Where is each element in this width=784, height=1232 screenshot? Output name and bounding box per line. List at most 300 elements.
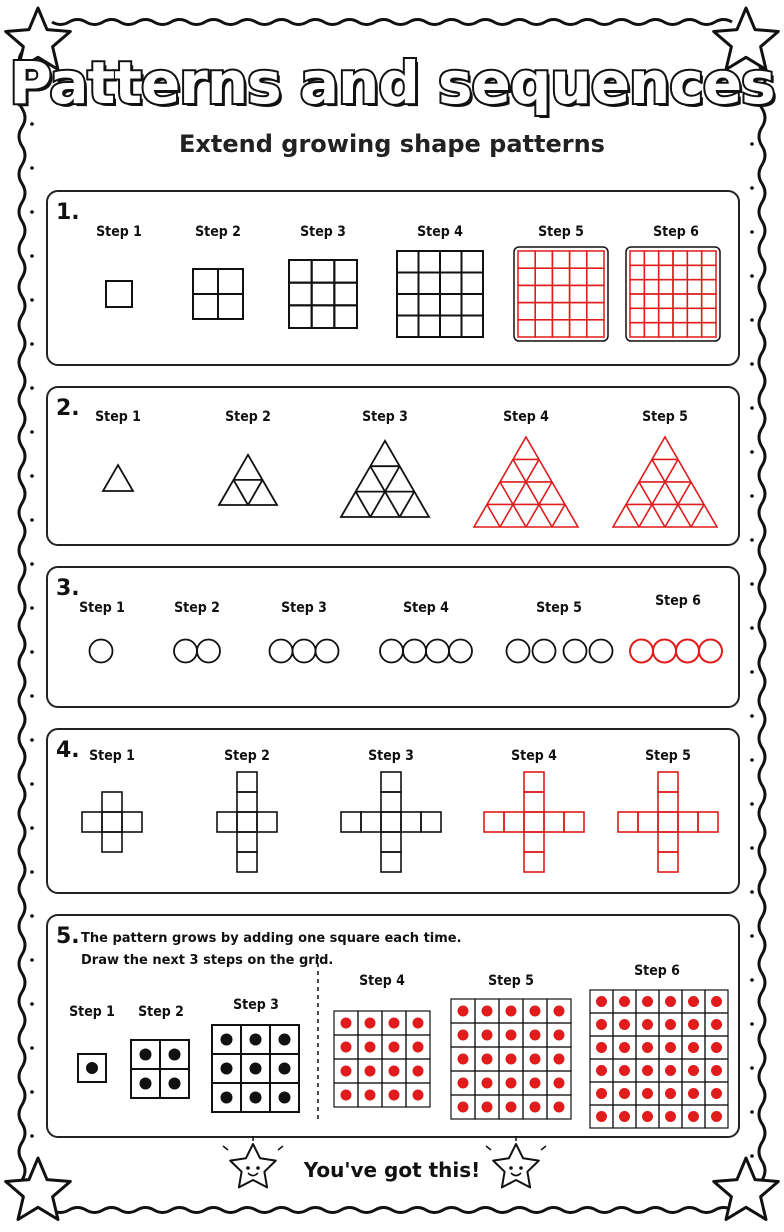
grid-cell [289, 283, 312, 306]
star-shape [230, 1144, 276, 1187]
dot [711, 1111, 722, 1122]
dot [554, 1054, 565, 1065]
dot [506, 1102, 517, 1113]
grid-cell [702, 323, 716, 337]
circle [90, 640, 113, 663]
dot [554, 1078, 565, 1089]
dot-grid-step-4 [334, 1011, 430, 1107]
dot [250, 1092, 262, 1104]
dot [688, 1019, 699, 1030]
step-label: Step 1 [95, 409, 141, 425]
dot-grid-step-3 [212, 1025, 299, 1112]
dot [482, 1078, 493, 1089]
dot [506, 1006, 517, 1017]
step-label: Step 4 [359, 973, 405, 989]
grid-cell [440, 316, 462, 338]
dot [596, 1111, 607, 1122]
step-label: Step 2 [195, 224, 241, 240]
grid-cell [552, 303, 569, 320]
grid-cell [106, 281, 132, 307]
dot [665, 1111, 676, 1122]
grid-cell [440, 251, 462, 273]
grid-frame [514, 247, 608, 341]
dot [389, 1066, 400, 1077]
dot [530, 1030, 541, 1041]
step-label: Step 6 [655, 593, 701, 609]
grid-cell [218, 294, 243, 319]
step-label: Step 5 [538, 224, 584, 240]
cross-step-5 [618, 772, 718, 872]
grid-cell [687, 308, 701, 322]
smiling-star-icon [223, 1136, 283, 1187]
grid-cell [289, 305, 312, 328]
dot [221, 1063, 233, 1075]
problem-number: 2. [56, 396, 80, 421]
dot [530, 1006, 541, 1017]
dot [554, 1030, 565, 1041]
grid-cell [644, 308, 658, 322]
triangle-grid-step-4 [474, 437, 578, 527]
star-shape [493, 1144, 539, 1187]
dot-grid-step-2 [131, 1040, 189, 1098]
cross-cell [237, 832, 257, 852]
grid-cell [440, 294, 462, 316]
star-eye [256, 1166, 260, 1170]
dot [530, 1078, 541, 1089]
grid-cell [535, 303, 552, 320]
step-label: Step 5 [645, 748, 691, 764]
circle [293, 640, 316, 663]
dot [530, 1054, 541, 1065]
grid-cell [630, 323, 644, 337]
circle [564, 640, 587, 663]
triangle-outline [103, 465, 133, 491]
dot [665, 1088, 676, 1099]
dot [642, 1088, 653, 1099]
dot [250, 1034, 262, 1046]
dot-grid-step-6 [590, 990, 728, 1128]
dot [341, 1042, 352, 1053]
cross-step-4 [484, 772, 584, 872]
dot [530, 1102, 541, 1113]
triangle-line [626, 504, 639, 527]
dot [341, 1066, 352, 1077]
cross-cell [257, 812, 277, 832]
cross-cell [401, 812, 421, 832]
dot [250, 1063, 262, 1075]
dot [279, 1063, 291, 1075]
dot [458, 1030, 469, 1041]
grid-cell [419, 251, 441, 273]
grid-cell [518, 285, 535, 302]
grid-cell [334, 305, 357, 328]
grid-cell [334, 260, 357, 283]
circle [316, 640, 339, 663]
dot [221, 1092, 233, 1104]
dot [365, 1018, 376, 1029]
dot [688, 996, 699, 1007]
step-label: Step 4 [511, 748, 557, 764]
square-grid-step-2 [193, 269, 243, 319]
grid-cell [644, 251, 658, 265]
cross-cell [82, 812, 102, 832]
grid-cell [630, 265, 644, 279]
grid-cell [462, 294, 484, 316]
grid-cell [687, 323, 701, 337]
page-subtitle: Extend growing shape patterns [179, 130, 605, 158]
grid-cell [673, 251, 687, 265]
dot [665, 1019, 676, 1030]
dot-grid-group [78, 955, 728, 1128]
grid-cell [397, 316, 419, 338]
sparkle [278, 1146, 283, 1150]
cross-cell [658, 852, 678, 872]
square-grid-step-1 [106, 281, 132, 307]
grid-cell [419, 273, 441, 295]
dot [596, 996, 607, 1007]
grid-cell [702, 308, 716, 322]
step-label: Step 4 [503, 409, 549, 425]
step-label: Step 3 [362, 409, 408, 425]
square-grid-step-5 [514, 247, 608, 341]
circles-step-3 [270, 640, 339, 663]
grid-cell [193, 294, 218, 319]
step-label: Step 1 [79, 600, 125, 616]
triangle-grid-step-5 [613, 437, 717, 527]
cross-cell [102, 832, 122, 852]
circle [590, 640, 613, 663]
grid-cell [630, 280, 644, 294]
dot [413, 1066, 424, 1077]
grid-cell [659, 323, 673, 337]
dot [688, 1065, 699, 1076]
cross-cell [102, 792, 122, 812]
grid-cell [702, 280, 716, 294]
triangle-line [248, 480, 263, 505]
sparkle [486, 1146, 491, 1150]
problem-number: 3. [56, 576, 80, 601]
grid-cell [535, 285, 552, 302]
instruction-line: Draw the next 3 steps on the grid. [81, 953, 334, 968]
dot [619, 1065, 630, 1076]
cross-cell [381, 812, 401, 832]
grid-cell [440, 273, 462, 295]
cross-cell [102, 812, 122, 832]
grid-cell [659, 308, 673, 322]
cross-cell [237, 812, 257, 832]
cross-step-1 [82, 792, 142, 852]
cross-cell [658, 792, 678, 812]
dot [688, 1042, 699, 1053]
grid-cell [587, 303, 604, 320]
triangle-outline [341, 441, 429, 517]
dot [665, 996, 676, 1007]
grid-cell [673, 323, 687, 337]
grid-cell [397, 273, 419, 295]
dot [169, 1049, 181, 1061]
circle [653, 640, 676, 663]
dot [554, 1102, 565, 1113]
cross-cell [524, 812, 544, 832]
dot [482, 1102, 493, 1113]
cross-cell [544, 812, 564, 832]
triangle-grid-step-3 [341, 441, 429, 517]
dot [279, 1034, 291, 1046]
dot [482, 1054, 493, 1065]
grid-cell [518, 303, 535, 320]
step-label: Step 1 [89, 748, 135, 764]
grid-cell [570, 251, 587, 268]
dot [596, 1065, 607, 1076]
grid-cell [552, 251, 569, 268]
dot [642, 1019, 653, 1030]
square-grid-step-6 [626, 247, 720, 341]
dot [458, 1102, 469, 1113]
dot [389, 1042, 400, 1053]
grid-cell [419, 316, 441, 338]
grid-cell [587, 320, 604, 337]
grid-cell [570, 268, 587, 285]
dot [506, 1030, 517, 1041]
circle [270, 640, 293, 663]
grid-cell [673, 308, 687, 322]
cross-cell [658, 812, 678, 832]
triangle-grid-step-1 [103, 465, 133, 491]
circles-step-2 [174, 640, 220, 663]
dot [365, 1042, 376, 1053]
step-label: Step 3 [233, 997, 279, 1013]
grid-cell [659, 280, 673, 294]
grid-cell [397, 294, 419, 316]
dot [458, 1078, 469, 1089]
grid-cell [630, 251, 644, 265]
cross-cell [341, 812, 361, 832]
grid-cell [687, 251, 701, 265]
grid-cell [570, 285, 587, 302]
grid-cell [334, 283, 357, 306]
step-label: Step 2 [225, 409, 271, 425]
dot [413, 1042, 424, 1053]
dot [413, 1090, 424, 1101]
dot [642, 1065, 653, 1076]
step-label: Step 1 [69, 1004, 115, 1020]
grid-cell [570, 320, 587, 337]
circle [507, 640, 530, 663]
grid-cell [673, 265, 687, 279]
grid-cell [535, 268, 552, 285]
dot [665, 1065, 676, 1076]
dot [711, 1019, 722, 1030]
grid-cell [630, 294, 644, 308]
grid-cell [289, 260, 312, 283]
triangle-line [356, 492, 371, 517]
grid-cell [702, 294, 716, 308]
step-label: Step 3 [300, 224, 346, 240]
dot [642, 1111, 653, 1122]
circle [380, 640, 403, 663]
dot [169, 1078, 181, 1090]
footer-message: You've got this! [303, 1158, 481, 1182]
grid-cell [687, 265, 701, 279]
dot [389, 1090, 400, 1101]
grid-cell [535, 320, 552, 337]
smiling-star-icon [486, 1136, 546, 1187]
dot [458, 1054, 469, 1065]
dot [619, 1019, 630, 1030]
grid-cell [193, 269, 218, 294]
dot [619, 996, 630, 1007]
dot [665, 1042, 676, 1053]
grid-cell [218, 269, 243, 294]
sparkle [541, 1146, 546, 1150]
cross-cell [524, 792, 544, 812]
star-eye [509, 1166, 513, 1170]
grid-cell [673, 294, 687, 308]
grid-cell [518, 251, 535, 268]
grid-cell [419, 294, 441, 316]
cross-cell [237, 772, 257, 792]
grid-cell [518, 268, 535, 285]
step-label: Step 3 [281, 600, 327, 616]
dot [711, 1042, 722, 1053]
step-label: Step 5 [488, 973, 534, 989]
grid-cell [644, 265, 658, 279]
dot [688, 1111, 699, 1122]
dot [140, 1078, 152, 1090]
dot [413, 1018, 424, 1029]
grid-cell [587, 268, 604, 285]
step-label: Step 5 [642, 409, 688, 425]
instruction-line: The pattern grows by adding one square each time. [81, 931, 462, 946]
grid-cell [518, 320, 535, 337]
grid-cell [644, 280, 658, 294]
cross-cell [524, 852, 544, 872]
dot [365, 1090, 376, 1101]
circles-step-1 [90, 640, 113, 663]
grid-cell [535, 251, 552, 268]
cross-cell [524, 772, 544, 792]
circles-step-5 [507, 640, 613, 663]
cross-cell [698, 812, 718, 832]
cross-cell [658, 772, 678, 792]
grid-cell [644, 323, 658, 337]
step-label: Step 4 [417, 224, 463, 240]
dot [688, 1088, 699, 1099]
grid-cell [397, 251, 419, 273]
circles-step-6 [630, 640, 722, 663]
dot [554, 1006, 565, 1017]
sparkle [223, 1146, 228, 1150]
square-grid-step-3 [289, 260, 357, 328]
triangle-line [487, 504, 500, 527]
square-grid-step-4 [397, 251, 483, 337]
grid-cell [462, 251, 484, 273]
dot [506, 1054, 517, 1065]
step-label: Step 2 [224, 748, 270, 764]
triangle-line [400, 492, 415, 517]
dot [389, 1018, 400, 1029]
dot [596, 1042, 607, 1053]
dot [341, 1018, 352, 1029]
circle [533, 640, 556, 663]
circle [699, 640, 722, 663]
dot [619, 1042, 630, 1053]
cross-cell [361, 812, 381, 832]
cross-cell [237, 852, 257, 872]
dot [711, 1088, 722, 1099]
cross-cell [381, 772, 401, 792]
dot [341, 1090, 352, 1101]
dot [221, 1034, 233, 1046]
grid-cell [659, 265, 673, 279]
grid-cell [552, 285, 569, 302]
circle [630, 640, 653, 663]
step-label: Step 4 [403, 600, 449, 616]
step-label: Step 3 [368, 748, 414, 764]
dot [140, 1049, 152, 1061]
problem-number: 1. [56, 200, 80, 225]
circles-step-4 [380, 640, 472, 663]
cross-step-2 [217, 772, 277, 872]
grid-cell [552, 320, 569, 337]
cross-cell [504, 812, 524, 832]
grid-cell [702, 251, 716, 265]
cross-cell [658, 832, 678, 852]
grid-cell [659, 294, 673, 308]
circle [174, 640, 197, 663]
cross-cell [237, 792, 257, 812]
grid-cell [630, 308, 644, 322]
problem-number: 5. [56, 924, 80, 949]
grid-cell [673, 280, 687, 294]
cross-cell [381, 832, 401, 852]
grid-cell [702, 265, 716, 279]
step-label: Step 2 [174, 600, 220, 616]
star-eye [246, 1166, 250, 1170]
cross-cell [381, 792, 401, 812]
cross-cell [421, 812, 441, 832]
cross-cell [122, 812, 142, 832]
dot [711, 1065, 722, 1076]
step-label: Step 5 [536, 600, 582, 616]
dot [711, 996, 722, 1007]
dot [482, 1030, 493, 1041]
grid-cell [687, 294, 701, 308]
grid-cell [552, 268, 569, 285]
grid-cell [687, 280, 701, 294]
triangle-line [691, 504, 704, 527]
grid-cell [462, 316, 484, 338]
dot-grid-step-5 [451, 999, 571, 1119]
grid-cell [659, 251, 673, 265]
dot [279, 1092, 291, 1104]
triangle-line [234, 480, 249, 505]
grid-cell [587, 251, 604, 268]
step-label: Step 2 [138, 1004, 184, 1020]
step-label: Step 1 [96, 224, 142, 240]
grid-cell [462, 273, 484, 295]
circle [403, 640, 426, 663]
grid-cell [587, 285, 604, 302]
dot [482, 1006, 493, 1017]
cross-cell [638, 812, 658, 832]
circle [676, 640, 699, 663]
cross-cell [678, 812, 698, 832]
dot [596, 1088, 607, 1099]
triangle-grid-step-2 [219, 455, 277, 505]
dot [86, 1062, 98, 1074]
grid-cell [312, 283, 335, 306]
